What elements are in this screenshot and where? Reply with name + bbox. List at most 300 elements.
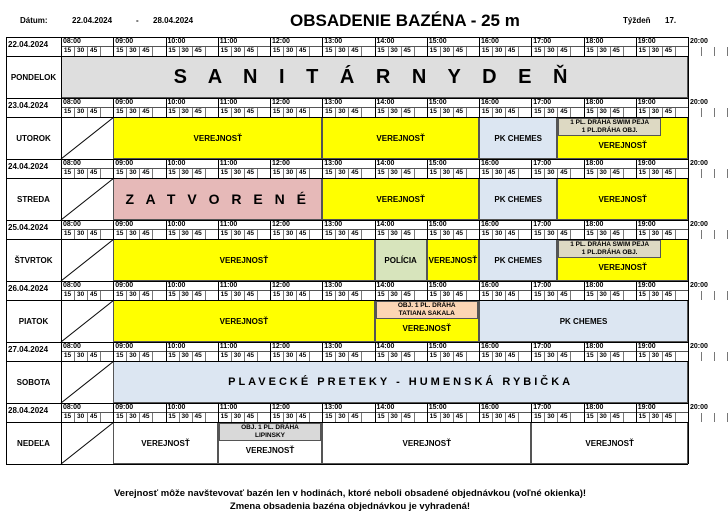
grid-line: [309, 108, 310, 117]
hour-label: 08:00: [63, 404, 81, 411]
quarter-label: 15: [168, 169, 176, 176]
grid-line: [205, 352, 206, 361]
grid-line: [348, 291, 349, 300]
quarter-label: 15: [63, 108, 72, 115]
grid-line: [166, 159, 167, 178]
grid-line: [139, 291, 140, 300]
grid-line: [348, 413, 349, 422]
quarter-label: 15: [220, 352, 228, 359]
quarter-label: 30: [181, 47, 189, 54]
grid-line: [675, 169, 676, 178]
grid-line: [570, 108, 571, 117]
quarter-label: 30: [233, 291, 241, 298]
grid-line: [6, 178, 688, 179]
quarter-label: 30: [651, 47, 659, 54]
quarter-label: 45: [560, 108, 568, 115]
grid-line: [701, 169, 702, 178]
page-title: OBSADENIE BAZÉNA - 25 m: [290, 11, 520, 30]
grid-line: [505, 413, 506, 422]
empty-slot-slash: [61, 361, 114, 403]
grid-line: [570, 47, 571, 56]
quarter-label: 15: [325, 413, 333, 420]
grid-line: [675, 230, 676, 239]
grid-line: [610, 108, 611, 117]
event-text: PK CHEMES: [494, 255, 542, 265]
hour-label: 16:00: [481, 282, 499, 289]
quarter-label: 45: [612, 230, 620, 237]
grid-line: [466, 413, 467, 422]
quarter-label: 15: [325, 230, 333, 237]
grid-line: [309, 291, 310, 300]
grid-line: [505, 169, 506, 178]
quarter-label: 15: [168, 352, 176, 359]
hour-label: 13:00: [324, 404, 343, 411]
grid-line: [126, 291, 127, 300]
grid-line: [570, 352, 571, 361]
grid-line: [361, 169, 362, 178]
quarter-label: 45: [142, 108, 150, 115]
quarter-label: 45: [194, 291, 202, 298]
grid-line: [179, 169, 180, 178]
grid-line: [152, 108, 153, 117]
grid-line: [166, 281, 167, 300]
quarter-label: 45: [403, 47, 411, 54]
grid-line: [6, 342, 7, 403]
hour-label: 18:00: [585, 343, 604, 350]
quarter-label: 45: [508, 291, 516, 298]
grid-line: [61, 159, 62, 178]
hour-label: 12:00: [272, 282, 290, 289]
quarter-label: 30: [442, 230, 450, 237]
grid-line: [6, 159, 7, 220]
grid-line: [166, 37, 167, 56]
grid-line: [244, 47, 245, 56]
quarter-label: 30: [338, 413, 346, 420]
grid-line: [623, 169, 624, 178]
grid-line: [296, 47, 297, 56]
grid-line: [610, 169, 611, 178]
grid-line: [714, 108, 715, 117]
quarter-label: 30: [442, 169, 450, 176]
quarter-label: 45: [351, 230, 359, 237]
quarter-label: 45: [560, 230, 568, 237]
quarter-label: 30: [129, 108, 137, 115]
quarter-label: 15: [272, 291, 281, 298]
quarter-label: 15: [168, 47, 176, 54]
grid-line: [518, 413, 519, 422]
event-text: PK CHEMES: [494, 133, 542, 143]
quarter-label: 30: [651, 352, 659, 359]
hour-label: 13:00: [324, 282, 343, 289]
hour-label: 15:00: [428, 404, 447, 411]
quarter-label: 45: [194, 108, 202, 115]
grid-line: [544, 169, 545, 178]
quarter-label: 45: [508, 230, 516, 237]
quarter-label: 45: [508, 47, 516, 54]
grid-line: [231, 47, 232, 56]
event-ut-ver1: [113, 117, 322, 159]
grid-line: [662, 169, 663, 178]
grid-line: [218, 37, 219, 56]
quarter-label: 15: [272, 108, 281, 115]
quarter-label: 15: [272, 413, 281, 420]
day-date: 27.04.2024: [8, 345, 49, 354]
event-sv-pol: [375, 239, 427, 281]
hour-label: 08:00: [63, 38, 81, 45]
hour-label: 14:00: [376, 343, 395, 350]
grid-line: [414, 291, 415, 300]
quarter-label: 15: [63, 47, 72, 54]
grid-line: [348, 169, 349, 178]
hour-label: 16:00: [481, 160, 499, 167]
grid-line: [309, 169, 310, 178]
grid-line: [205, 291, 206, 300]
grid-line: [218, 159, 219, 178]
grid-line: [270, 342, 271, 361]
grid-line: [557, 108, 558, 117]
grid-line: [179, 230, 180, 239]
quarter-label: 15: [638, 413, 646, 420]
grid-line: [87, 47, 88, 56]
event-text: PK CHEMES: [559, 316, 608, 326]
quarter-label: 45: [142, 413, 150, 420]
grid-line: [139, 413, 140, 422]
grid-line: [714, 413, 715, 422]
day-name: SOBOTA: [16, 377, 51, 387]
grid-line: [440, 352, 441, 361]
event-text: VEREJNOSŤ: [428, 255, 478, 265]
quarter-label: 45: [455, 108, 464, 115]
quarter-label: 30: [285, 230, 294, 237]
grid-line: [584, 159, 585, 178]
week-label: Týždeň: [623, 16, 651, 25]
grid-line: [610, 352, 611, 361]
quarter-label: 30: [285, 47, 294, 54]
quarter-label: 15: [63, 291, 72, 298]
grid-line: [6, 281, 688, 282]
hour-label: 17:00: [533, 160, 552, 167]
grid-line: [636, 403, 637, 422]
grid-line: [414, 230, 415, 239]
grid-line: [388, 47, 389, 56]
grid-line: [348, 230, 349, 239]
grid-line: [74, 108, 75, 117]
quarter-label: 30: [233, 47, 241, 54]
grid-line: [531, 342, 532, 361]
grid-line: [179, 352, 180, 361]
quarter-label: 15: [220, 230, 228, 237]
grid-line: [192, 352, 193, 361]
quarter-label: 30: [181, 230, 189, 237]
grid-line: [192, 291, 193, 300]
quarter-label: 45: [246, 413, 255, 420]
grid-line: [166, 98, 167, 117]
hour-label: 13:00: [324, 160, 343, 167]
grid-line: [283, 352, 284, 361]
event-ne-obj: [219, 423, 322, 441]
grid-line: [597, 230, 598, 239]
event-sv-ver1: [113, 239, 374, 281]
quarter-label: 30: [129, 47, 137, 54]
quarter-label: 15: [534, 352, 542, 359]
hour-label: 19:00: [637, 282, 656, 289]
grid-line: [179, 413, 180, 422]
quarter-label: 45: [246, 230, 255, 237]
grid-line: [139, 352, 140, 361]
quarter-label: 30: [76, 169, 85, 176]
event-text: VEREJNOSŤ: [376, 133, 425, 143]
grid-line: [414, 413, 415, 422]
quarter-label: 30: [129, 413, 137, 420]
grid-line: [440, 230, 441, 239]
grid-line: [557, 169, 558, 178]
hour-label: 20:00: [690, 282, 708, 289]
hour-label: 09:00: [115, 221, 134, 228]
quarter-label: 15: [429, 413, 437, 420]
quarter-label: 30: [390, 169, 398, 176]
grid-line: [6, 37, 688, 38]
grid-line: [152, 169, 153, 178]
grid-line: [270, 37, 271, 56]
quarter-label: 15: [429, 291, 437, 298]
hour-label: 11:00: [219, 38, 238, 45]
grid-line: [309, 47, 310, 56]
grid-line: [688, 403, 689, 422]
grid-line: [544, 413, 545, 422]
quarter-label: 45: [299, 352, 307, 359]
quarter-label: 30: [494, 47, 503, 54]
quarter-label: 45: [142, 352, 150, 359]
quarter-label: 45: [90, 47, 98, 54]
event-st-zat: [113, 178, 322, 220]
quarter-label: 30: [76, 230, 85, 237]
grid-line: [505, 352, 506, 361]
grid-line: [414, 169, 415, 178]
grid-line: [309, 413, 310, 422]
hour-label: 18:00: [585, 221, 604, 228]
grid-line: [139, 108, 140, 117]
quarter-label: 45: [351, 108, 359, 115]
grid-line: [361, 352, 362, 361]
quarter-label: 45: [560, 291, 568, 298]
event-text: VEREJNOSŤ: [245, 446, 295, 455]
grid-line: [714, 352, 715, 361]
quarter-label: 45: [664, 169, 673, 176]
quarter-label: 30: [494, 230, 503, 237]
day-date: 26.04.2024: [8, 284, 49, 293]
grid-line: [675, 47, 676, 56]
quarter-label: 15: [168, 413, 176, 420]
grid-line: [557, 47, 558, 56]
grid-line: [231, 291, 232, 300]
event-text: POLÍCIA: [384, 255, 417, 265]
grid-line: [113, 37, 114, 56]
grid-line: [322, 403, 323, 422]
day-date: 28.04.2024: [8, 406, 49, 415]
grid-line: [427, 98, 428, 117]
grid-line: [544, 47, 545, 56]
quarter-label: 45: [612, 108, 620, 115]
hour-label: 19:00: [637, 99, 656, 106]
quarter-label: 45: [560, 352, 568, 359]
day-date: 22.04.2024: [8, 40, 49, 49]
grid-line: [531, 403, 532, 422]
event-pi-obj: [376, 301, 479, 319]
grid-line: [414, 47, 415, 56]
event-text: 1 PL. DRÁHA SWIM PEJA: [570, 241, 650, 248]
grid-line: [623, 108, 624, 117]
grid-line: [479, 37, 480, 56]
grid-line: [152, 352, 153, 361]
grid-line: [296, 352, 297, 361]
grid-line: [166, 403, 167, 422]
date-dash: -: [136, 16, 139, 25]
hour-label: 19:00: [637, 404, 656, 411]
grid-line: [244, 291, 245, 300]
hour-label: 18:00: [585, 160, 604, 167]
hour-label: 16:00: [481, 38, 499, 45]
grid-line: [126, 47, 127, 56]
grid-line: [335, 413, 336, 422]
event-sv-swim: [558, 240, 661, 258]
quarter-label: 15: [220, 291, 228, 298]
grid-line: [479, 342, 480, 361]
quarter-label: 30: [599, 413, 607, 420]
grid-line: [61, 403, 62, 422]
day-date: 25.04.2024: [8, 223, 49, 232]
grid-line: [270, 281, 271, 300]
grid-line: [126, 413, 127, 422]
hour-label: 15:00: [428, 160, 447, 167]
grid-line: [414, 352, 415, 361]
event-st-ver1: [322, 178, 479, 220]
hour-label: 09:00: [115, 404, 134, 411]
grid-line: [166, 220, 167, 239]
grid-line: [701, 47, 702, 56]
hour-label: 17:00: [533, 343, 552, 350]
grid-line: [649, 108, 650, 117]
quarter-label: 15: [272, 47, 281, 54]
day-name: ŠTVRTOK: [14, 255, 53, 265]
event-text: VEREJNOSŤ: [598, 194, 647, 204]
footer-note-2: Zmena obsadenia bazéna objednávkou je vyhradená!: [229, 501, 471, 512]
grid-line: [100, 413, 101, 422]
quarter-label: 30: [390, 47, 398, 54]
grid-line: [610, 413, 611, 422]
quarter-label: 30: [651, 413, 659, 420]
quarter-label: 45: [299, 169, 307, 176]
grid-line: [113, 98, 114, 117]
hour-label: 15:00: [428, 38, 447, 45]
quarter-label: 30: [285, 291, 294, 298]
grid-line: [244, 413, 245, 422]
grid-line: [218, 220, 219, 239]
quarter-label: 45: [351, 352, 359, 359]
grid-line: [283, 230, 284, 239]
grid-line: [492, 47, 493, 56]
grid-line: [636, 98, 637, 117]
event-text: Z A T V O R E N É: [125, 191, 310, 207]
hour-label: 11:00: [219, 404, 238, 411]
grid-line: [335, 108, 336, 117]
grid-line: [623, 291, 624, 300]
grid-line: [87, 169, 88, 178]
quarter-label: 30: [285, 108, 294, 115]
grid-line: [544, 230, 545, 239]
quarter-label: 15: [481, 230, 490, 237]
quarter-label: 15: [63, 230, 72, 237]
quarter-label: 15: [116, 352, 124, 359]
quarter-label: 45: [246, 291, 255, 298]
grid-line: [557, 413, 558, 422]
grid-line: [6, 422, 688, 423]
grid-line: [518, 352, 519, 361]
quarter-label: 15: [534, 230, 542, 237]
footer-note-1: Verejnosť môže navštevovať bazén len v hodinách, ktoré neboli obsadené objednávkou (voľné okienka)!: [113, 488, 587, 499]
event-text: 1 PL. DRÁHA SWIM PEJA: [570, 119, 650, 126]
grid-line: [6, 159, 688, 160]
quarter-label: 45: [90, 352, 98, 359]
grid-line: [544, 291, 545, 300]
hour-label: 08:00: [63, 282, 81, 289]
quarter-label: 45: [403, 352, 411, 359]
quarter-label: 15: [481, 169, 490, 176]
grid-line: [440, 413, 441, 422]
grid-line: [100, 291, 101, 300]
grid-line: [597, 169, 598, 178]
hour-label: 10:00: [167, 99, 186, 106]
grid-line: [257, 47, 258, 56]
quarter-label: 45: [560, 47, 568, 54]
grid-line: [126, 230, 127, 239]
grid-line: [335, 291, 336, 300]
grid-line: [401, 291, 402, 300]
quarter-label: 45: [612, 47, 620, 54]
grid-line: [453, 169, 454, 178]
grid-line: [505, 47, 506, 56]
grid-line: [492, 169, 493, 178]
quarter-label: 15: [481, 413, 490, 420]
grid-line: [166, 342, 167, 361]
quarter-label: 45: [351, 47, 359, 54]
quarter-label: 30: [129, 230, 137, 237]
quarter-label: 15: [429, 169, 437, 176]
grid-line: [505, 108, 506, 117]
quarter-label: 15: [481, 291, 490, 298]
hour-label: 17:00: [533, 38, 552, 45]
quarter-label: 30: [599, 230, 607, 237]
grid-line: [492, 230, 493, 239]
quarter-label: 30: [442, 291, 450, 298]
hour-label: 08:00: [63, 99, 81, 106]
quarter-label: 30: [129, 291, 137, 298]
quarter-label: 30: [547, 169, 555, 176]
quarter-label: 30: [338, 230, 346, 237]
grid-line: [584, 281, 585, 300]
grid-line: [544, 108, 545, 117]
quarter-label: 30: [285, 352, 294, 359]
quarter-label: 30: [442, 47, 450, 54]
quarter-label: 45: [194, 413, 202, 420]
quarter-label: 45: [560, 413, 568, 420]
hour-label: 19:00: [637, 38, 656, 45]
quarter-label: 15: [586, 413, 594, 420]
quarter-label: 45: [508, 169, 516, 176]
grid-line: [440, 108, 441, 117]
quarter-label: 30: [181, 352, 189, 359]
grid-line: [649, 413, 650, 422]
quarter-label: 30: [547, 47, 555, 54]
